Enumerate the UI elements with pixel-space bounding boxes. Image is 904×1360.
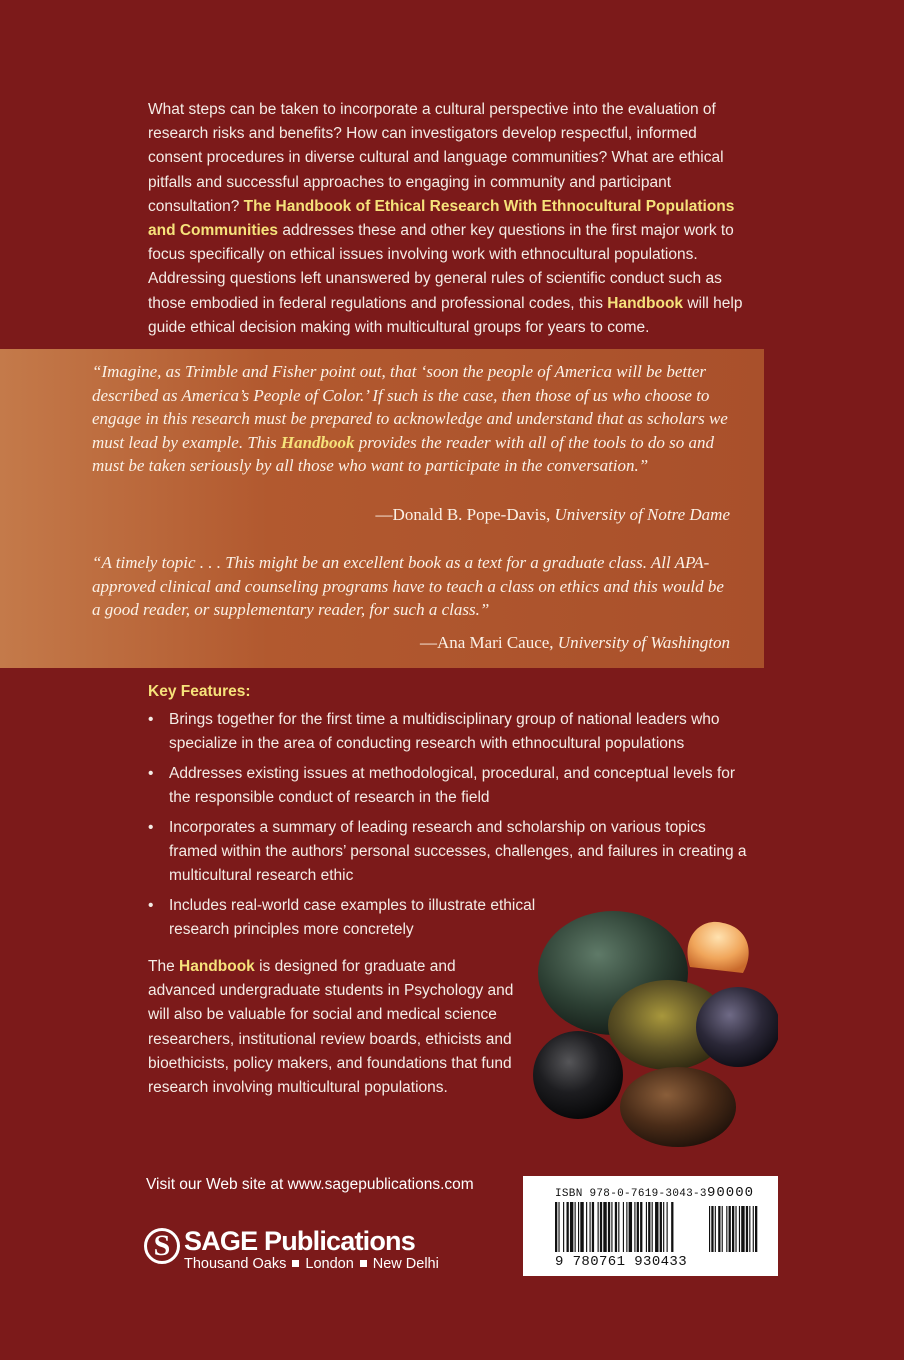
intro-text-middle: addresses these and other key questions in the first major work to focus specifically on ethical issues involving work with ethnocultural populations. Addressing questions left unanswered by general rules of scientific conduct such as those embodied in federal regulations and professional codes, this	[148, 222, 734, 312]
city-thousand-oaks: Thousand Oaks	[184, 1256, 287, 1272]
barcode-bar	[671, 1202, 673, 1252]
barcode-bar	[726, 1206, 727, 1252]
feature-text: Addresses existing issues at methodological, procedural, and conceptual levels for the responsible conduct of research in the field	[169, 765, 736, 806]
endorsement-quote-1	[92, 360, 732, 478]
barcode-bar	[578, 1202, 579, 1252]
barcode-bar	[755, 1206, 757, 1252]
barcode-bar	[739, 1206, 740, 1252]
barcode-bar	[618, 1202, 619, 1252]
barcode-bar	[600, 1202, 602, 1252]
city-new-delhi: New Delhi	[372, 1256, 439, 1272]
barcode-bar	[637, 1202, 639, 1252]
quote-1-text-after: provides the reader with all of the tools to do so and must be taken seriously by all those who want to participate in the conversation.”	[92, 432, 715, 475]
barcode-bar	[729, 1206, 731, 1252]
square-separator-icon	[292, 1260, 299, 1267]
barcode-bar	[611, 1202, 612, 1252]
barcode-bar	[660, 1202, 662, 1252]
barcode-bar	[580, 1202, 583, 1252]
quote-2-affiliation: University of Washington	[557, 633, 730, 652]
quote-1-affiliation: University of Notre Dame	[554, 505, 730, 524]
feature-text: Includes real-world case examples to illustrate ethical research principles more concretely	[169, 897, 536, 938]
barcode-bar	[603, 1202, 606, 1252]
barcode-bar	[615, 1202, 617, 1252]
bullet-icon: •	[148, 819, 154, 836]
website-link[interactable]: Visit our Web site at www.sagepublications.com	[146, 1176, 474, 1193]
quote-2-author: —Ana Mari Cauce,	[419, 633, 558, 652]
barcode-bar	[711, 1206, 713, 1252]
quote-2-text: “A timely topic . . . This might be an excellent book as a text for a graduate class. All APA-approved clinical and counseling programs have to teach a class on ethics and this would be a good reader, or supplementary reader, for such a class.”	[92, 553, 724, 619]
feature-text: Incorporates a summary of leading research and scholarship on various topics framed within the authors’ personal successes, challenges, and failures in creating a multicultural research ethic	[169, 819, 747, 884]
endorsement-quote-2	[92, 551, 732, 622]
bullet-icon: •	[148, 765, 154, 782]
barcode-bar	[652, 1202, 653, 1252]
barcode-bar	[626, 1202, 627, 1252]
barcode-bar	[715, 1206, 716, 1252]
barcode-bar	[608, 1202, 610, 1252]
barcode-bar	[586, 1202, 587, 1252]
barcode-bar	[598, 1202, 599, 1252]
barcode-bar	[663, 1202, 664, 1252]
barcode-bar	[567, 1202, 569, 1252]
sage-logo-icon: S	[144, 1228, 180, 1264]
barcode-bar	[741, 1206, 744, 1252]
publisher-cities	[184, 1256, 439, 1272]
book-title: The Handbook of Ethical Research With Ethnocultural Populations and Communities	[148, 197, 735, 240]
city-london: London	[305, 1256, 354, 1272]
audience-text: is designed for graduate and advanced undergraduate students in Psychology and will also be valuable for social and medical science researchers, institutional review boards, ethicists and bioethicists, policy makers, and foundations that fund research involving multicultural populations.	[148, 958, 514, 1097]
barcode-bar	[753, 1206, 754, 1252]
stone-brown	[620, 1067, 736, 1147]
key-features-title: Key Features:	[148, 683, 251, 700]
isbn-text: ISBN 978-0-7619-3043-3	[555, 1188, 707, 1200]
barcode-bar	[718, 1206, 720, 1252]
quote-1-attribution	[230, 505, 730, 525]
feature-text: Brings together for the first time a multidisciplinary group of national leaders who specialize in the area of conducting research with ethnocultural populations	[169, 711, 720, 752]
barcode-bar	[555, 1202, 557, 1252]
barcode-panel	[523, 1176, 778, 1276]
barcode-bar	[648, 1202, 650, 1252]
price-code: 90000	[707, 1185, 755, 1201]
stone-purple	[696, 987, 778, 1067]
barcode-bar	[655, 1202, 658, 1252]
barcode-bar	[667, 1202, 668, 1252]
quote-2-attribution	[230, 633, 730, 653]
intro-text-before: What steps can be taken to incorporate a cultural perspective into the evaluation of research risks and benefits? How can investigators develop respectful, informed consent procedures in diverse cultural and language communities? What are ethical pitfalls and successful approaches to engaging in community and participant consultation?	[148, 101, 724, 215]
barcode-bar	[640, 1202, 642, 1252]
barcode-bar	[732, 1206, 734, 1252]
handbook-highlight: Handbook	[607, 294, 684, 312]
barcode-bar	[634, 1202, 635, 1252]
list-item	[148, 708, 748, 756]
intro-paragraph	[148, 98, 748, 340]
quote-1-text-before: “Imagine, as Trimble and Fisher point out, that ‘soon the people of America will be better described as America’s People of Color.’ If such is the case, then those of us who choose to engage in this research must be prepared to acknowledge and understand that as scholars we must lead by example. This	[92, 362, 728, 452]
list-item	[148, 762, 748, 810]
stone-black	[533, 1031, 623, 1119]
barcode-bar	[722, 1206, 723, 1252]
barcode-bar	[563, 1202, 564, 1252]
shell	[688, 922, 749, 973]
stones-and-shell-image	[528, 905, 778, 1150]
list-item	[148, 816, 748, 888]
barcode-bar	[623, 1202, 624, 1252]
barcode-bar	[735, 1206, 736, 1252]
bullet-icon: •	[148, 711, 154, 728]
bullet-icon: •	[148, 897, 154, 914]
barcode-bar	[590, 1202, 591, 1252]
square-separator-icon	[360, 1260, 367, 1267]
barcode-bar	[592, 1202, 594, 1252]
quote-1-author: —Donald B. Pope-Davis,	[375, 505, 555, 524]
list-item	[148, 894, 549, 942]
barcode-bar	[749, 1206, 750, 1252]
quote-1-handbook: Handbook	[280, 432, 355, 452]
barcode-bar	[575, 1202, 576, 1252]
intro-text-after: will help guide ethical decision making with multicultural groups for years to come.	[148, 294, 743, 336]
barcode-bar	[558, 1202, 559, 1252]
barcode-bar	[709, 1206, 710, 1252]
barcode-bars	[555, 1202, 770, 1254]
audience-prefix: The	[148, 958, 180, 975]
barcode-bar	[646, 1202, 647, 1252]
audience-paragraph	[148, 955, 518, 1100]
ean-number: 9 780761 930433	[555, 1254, 688, 1270]
audience-handbook: Handbook	[179, 958, 255, 975]
publisher-logo	[144, 1226, 474, 1278]
barcode-bar	[570, 1202, 573, 1252]
barcode-bar	[746, 1206, 748, 1252]
barcode-bar	[629, 1202, 632, 1252]
publisher-name: SAGE Publications	[184, 1226, 415, 1256]
